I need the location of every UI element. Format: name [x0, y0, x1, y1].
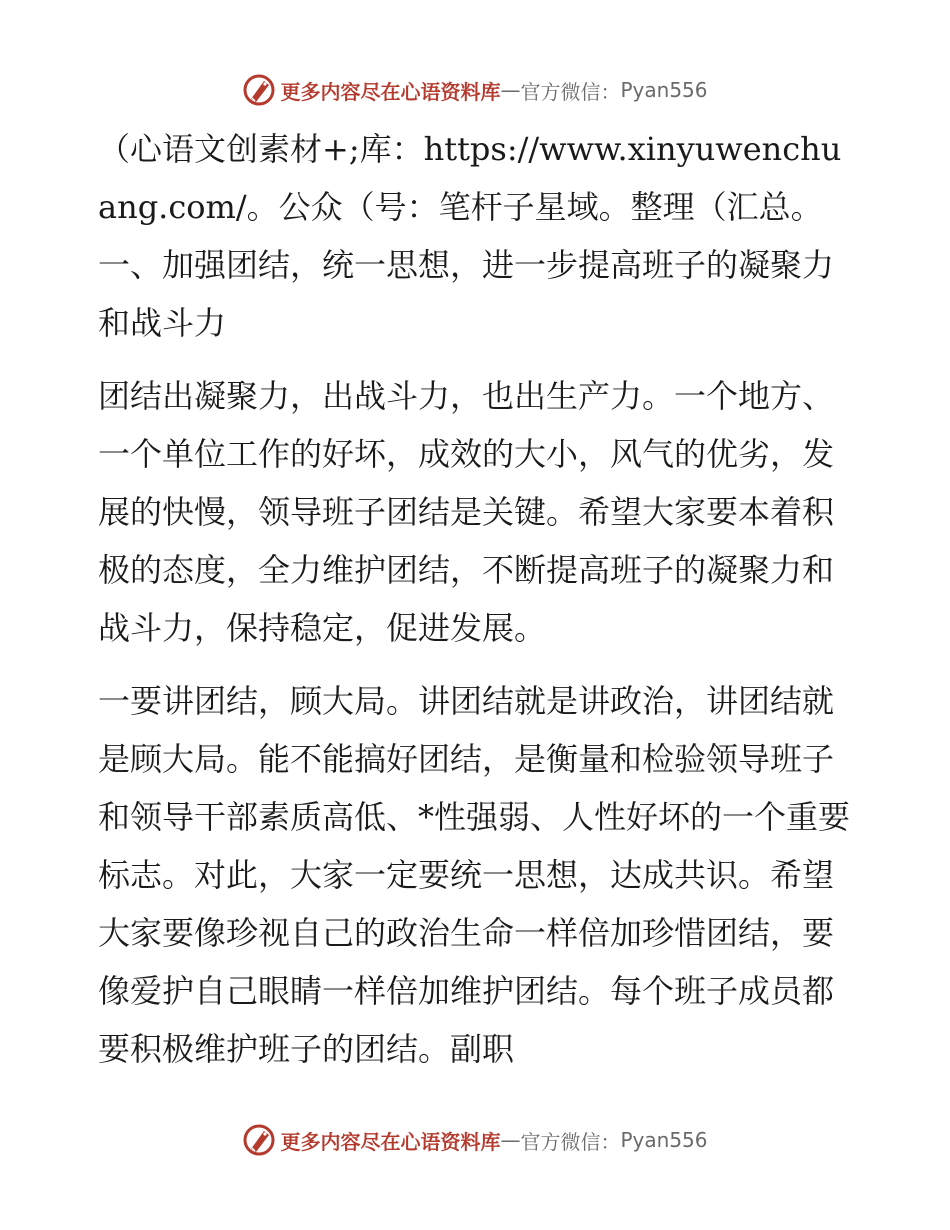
- banner-wechat-id: Pyan556: [620, 1128, 708, 1152]
- banner-separator: —: [500, 1128, 521, 1152]
- banner-official-label: 官方微信：: [520, 79, 621, 104]
- header-banner: [0, 70, 950, 110]
- footer-banner: [0, 1120, 950, 1160]
- banner-separator: —: [500, 78, 521, 102]
- paragraph-3: 一要讲团结，顾大局。讲团结就是讲政治，讲团结就是顾大局。能不能搞好团结，是衡量和检验领导班子和领导干部素质高低、*性强弱、人性好坏的一个重要标志。对此，大家一定要统一思想，达成共识。希望大家要像珍视自己的政治生命一样倍加珍惜团结，要像爱护自己眼睛一样倍加维护团结。每个班子成员都要积极维护班子的团结。副职: [98, 682, 851, 1068]
- document-body: [98, 120, 850, 1078]
- banner-brand-text: 更多内容尽在心语资料库: [280, 1129, 501, 1154]
- pen-nib-logo-icon: [242, 73, 276, 107]
- banner-wechat-id: Pyan556: [620, 78, 708, 102]
- banner-official-label: 官方微信：: [520, 1129, 621, 1154]
- paragraph-1: （心语文创素材+;库：https://www.xinyuwenchuang.com/。公众（号：笔杆子星域。整理（汇总。一、加强团结，统一思想，进一步提高班子的凝聚力和战斗力: [98, 130, 842, 342]
- banner-brand-text: 更多内容尽在心语资料库: [280, 79, 501, 104]
- paragraph-2: 团结出凝聚力，出战斗力，也出生产力。一个地方、一个单位工作的好坏，成效的大小，风气的优劣，发展的快慢，领导班子团结是关键。希望大家要本着积极的态度，全力维护团结，不断提高班子的凝聚力和战斗力，保持稳定，促进发展。: [98, 377, 835, 647]
- pen-nib-logo-icon: [242, 1123, 276, 1157]
